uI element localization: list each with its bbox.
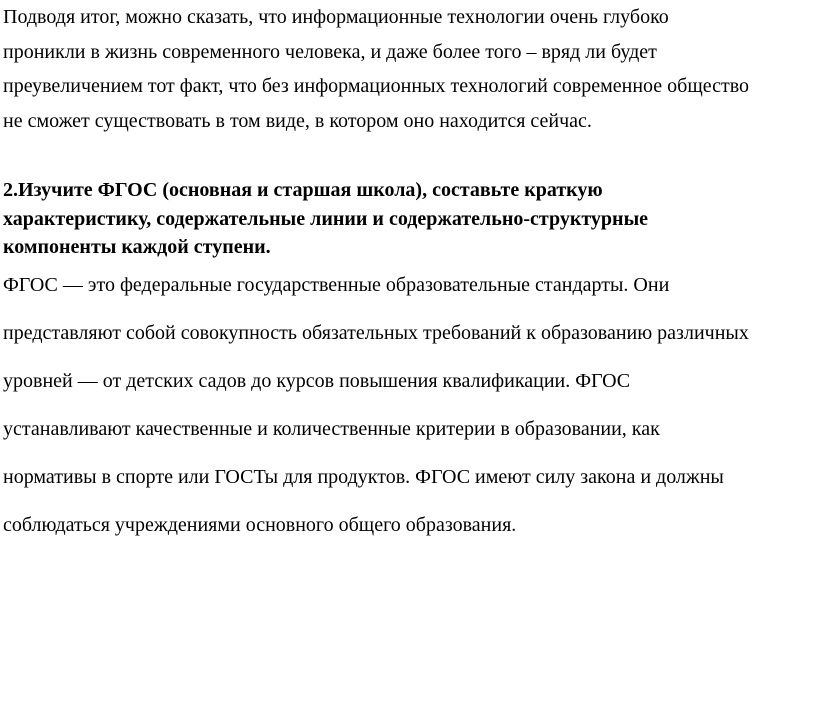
heading-line: характеристику, содержательные линии и содержательно-структурные: [3, 207, 649, 230]
heading-line: компоненты каждой ступени.: [3, 236, 271, 258]
text-line: проникли в жизнь современного человека, и даже более того – вряд ли будет: [3, 40, 657, 63]
text-line: преувеличением тот факт, что без информационных технологий современное общество: [3, 75, 750, 97]
text-line: уровней — от детских садов до курсов повышения квалификации. ФГОС: [3, 370, 631, 392]
text-line: представляют собой совокупность обязательных требований к образованию различных: [3, 322, 749, 344]
text-line: не сможет существовать в том виде, в котором оно находится сейчас.: [3, 109, 592, 132]
task-heading: [3, 176, 815, 262]
text-line: соблюдаться учреждениями основного общего образования.: [3, 514, 517, 536]
text-line: Подводя итог, можно сказать, что информационные технологии очень глубоко: [3, 6, 669, 28]
fgos-paragraph: [3, 261, 815, 549]
intro-paragraph: [3, 0, 815, 138]
text-line: нормативы в спорте или ГОСТы для продуктов. ФГОС имеют силу закона и должны: [3, 466, 724, 488]
heading-line: 2.Изучите ФГОС (основная и старшая школа), составьте краткую: [3, 179, 603, 201]
text-line: ФГОС — это федеральные государственные образовательные стандарты. Они: [3, 274, 670, 296]
text-line: устанавливают качественные и количественные критерии в образовании, как: [3, 418, 660, 440]
